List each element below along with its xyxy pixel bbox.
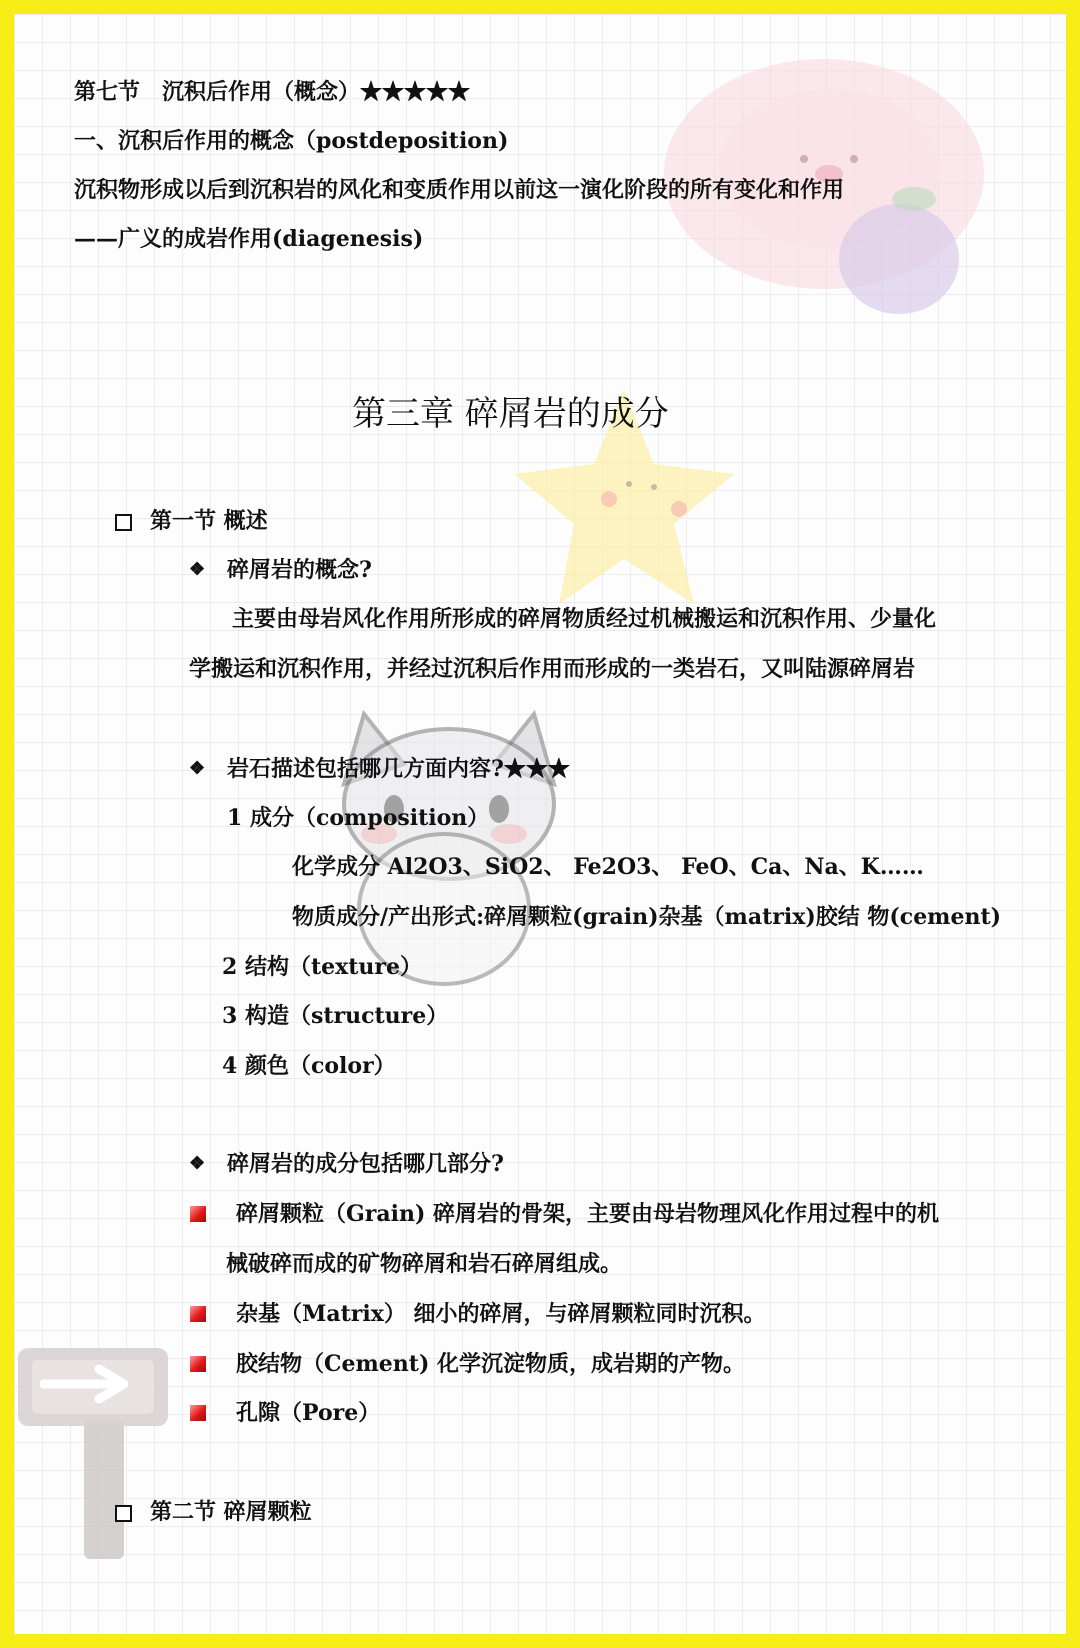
red-square-bullet-icon bbox=[190, 1356, 206, 1372]
chapter-title: 第三章 碎屑岩的成分 bbox=[352, 394, 669, 434]
description-item-texture: 2 结构（texture） bbox=[222, 954, 422, 980]
checkbox-bullet-icon bbox=[115, 1505, 132, 1522]
diamond-bullet-icon: ❖ bbox=[189, 1153, 206, 1174]
description-item-color: 4 颜色（color） bbox=[222, 1053, 396, 1079]
section1-title: 第一节 概述 bbox=[150, 508, 268, 534]
diamond-bullet-icon: ❖ bbox=[189, 758, 206, 779]
section7-definition: 沉积物形成以后到沉积岩的风化和变质作用以前这一演化阶段的所有变化和作用 bbox=[74, 177, 845, 203]
question-components: 碎屑岩的成分包括哪几部分? bbox=[227, 1151, 504, 1177]
description-item-composition: 1 成分（composition） bbox=[227, 805, 490, 831]
red-square-bullet-icon bbox=[190, 1405, 206, 1421]
checkbox-bullet-icon bbox=[115, 514, 132, 531]
composition-material: 物质成分/产出形式:碎屑颗粒(grain)杂基（matrix)胶结 物(cement) bbox=[292, 904, 1002, 930]
component-grain-line2: 械破碎而成的矿物碎屑和岩石碎屑组成。 bbox=[226, 1251, 623, 1277]
section7-broad-definition: ——广义的成岩作用(diagenesis) bbox=[74, 226, 424, 252]
composition-chemical: 化学成分 Al2O3、SiO2、 Fe2O3、 FeO、Ca、Na、K…… bbox=[292, 854, 924, 880]
red-square-bullet-icon bbox=[190, 1206, 206, 1222]
component-grain: 碎屑颗粒（Grain) 碎屑岩的骨架，主要由母岩物理风化作用过程中的机 bbox=[236, 1201, 940, 1227]
cat-sticker-image bbox=[304, 694, 584, 994]
component-matrix: 杂基（Matrix） 细小的碎屑，与碎屑颗粒同时沉积。 bbox=[236, 1301, 766, 1327]
component-cement: 胶结物（Cement) 化学沉淀物质，成岩期的产物。 bbox=[236, 1351, 746, 1377]
concept-answer-line1: 主要由母岩风化作用所形成的碎屑物质经过机械搬运和沉积作用、少量化 bbox=[232, 606, 937, 632]
red-square-bullet-icon bbox=[190, 1306, 206, 1322]
signpost-sticker-image bbox=[14, 1344, 194, 1564]
question-description: 岩石描述包括哪几方面内容?★★★ bbox=[227, 756, 570, 782]
description-item-structure: 3 构造（structure） bbox=[222, 1003, 449, 1029]
question-concept: 碎屑岩的概念? bbox=[227, 557, 372, 583]
section2-title: 第二节 碎屑颗粒 bbox=[150, 1499, 312, 1525]
component-pore: 孔隙（Pore） bbox=[236, 1400, 381, 1426]
concept-answer-line2: 学搬运和沉积作用，并经过沉积后作用而形成的一类岩石，又叫陆源碎屑岩 bbox=[189, 656, 916, 682]
section7-heading: 一、沉积后作用的概念（postdeposition) bbox=[74, 128, 509, 154]
diamond-bullet-icon: ❖ bbox=[189, 559, 206, 580]
section7-title: 第七节 沉积后作用（概念）★★★★★ bbox=[74, 79, 471, 105]
